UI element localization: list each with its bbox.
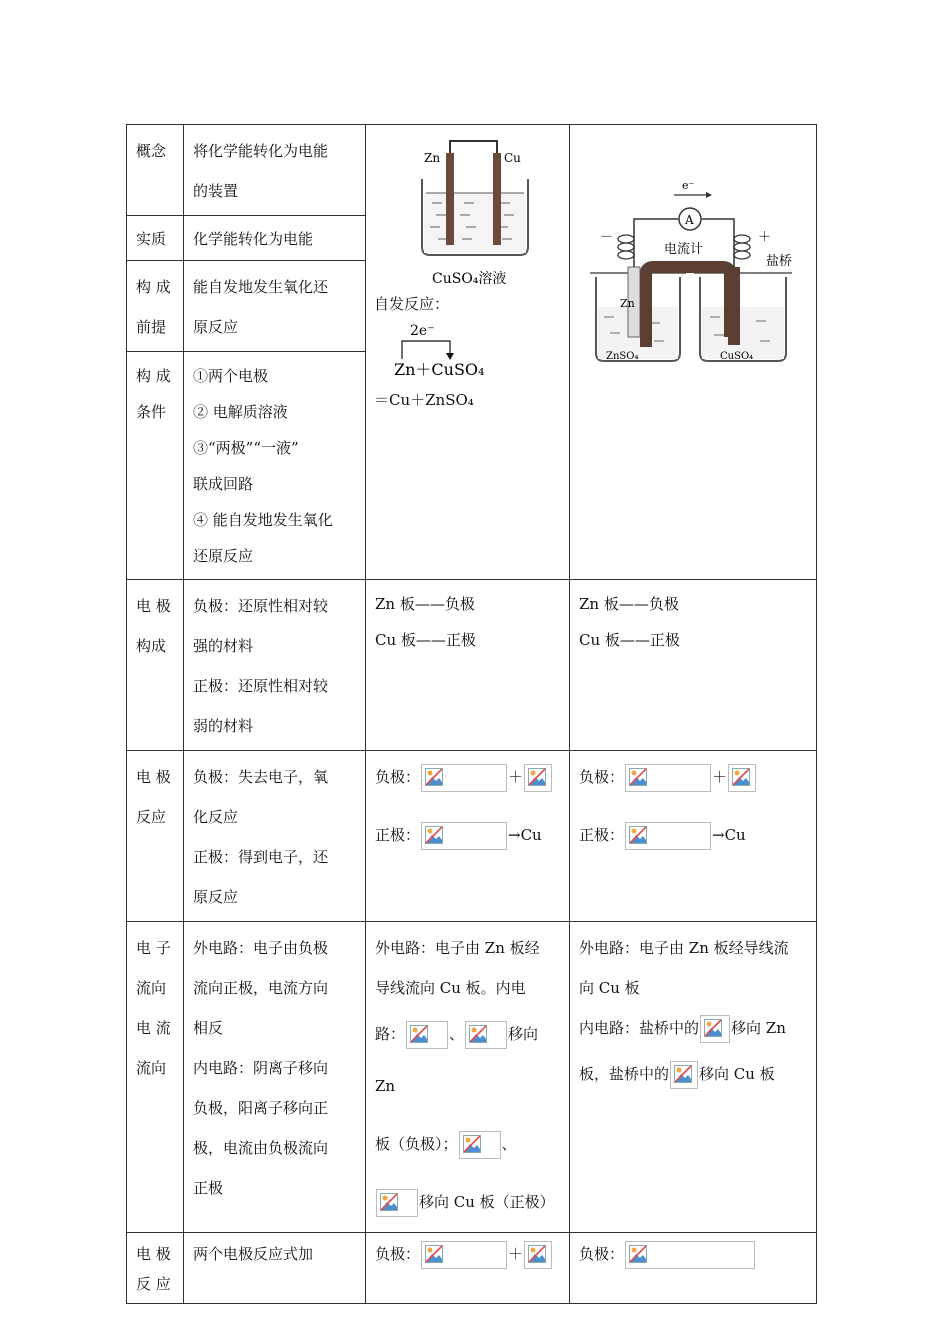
svg-text:Zn: Zn xyxy=(620,297,635,310)
formula-image-placeholder xyxy=(421,1241,507,1269)
broken-image-icon xyxy=(528,1245,546,1263)
broken-image-icon xyxy=(463,1135,481,1153)
formula-image-placeholder xyxy=(728,764,756,792)
ion-image-placeholder xyxy=(670,1061,698,1089)
formula-image-placeholder xyxy=(524,764,552,792)
flow-cell-c3: 外电路：电子由 Zn 板经 导线流向 Cu 板。内电 路： 、 移向 Zn 板（负极）； 、 移向 Cu 板（正极） xyxy=(366,922,570,1233)
row-def-premise: 能自发地发生氧化还 原反应 xyxy=(184,261,366,352)
broken-image-icon xyxy=(410,1025,428,1043)
row-def-conditions: ①两个电极 ② 电解质溶液 ③“两极”“一液” 联成回路 ④ 能自发地发生氧化 还原反应 xyxy=(184,352,366,580)
broken-image-icon xyxy=(425,1245,443,1263)
reactions-cell-c3: 负极： ＋ 正极： →Cu xyxy=(366,751,570,922)
ion-image-placeholder xyxy=(700,1015,730,1043)
broken-image-icon xyxy=(425,768,443,786)
broken-image-icon xyxy=(704,1019,722,1037)
svg-text:＋: ＋ xyxy=(758,230,772,245)
row-label-premise: 构 成 前提 xyxy=(127,261,184,352)
svg-text:Zn＋CuSO₄: Zn＋CuSO₄ xyxy=(394,360,485,379)
row-label-conditions: 构 成 条件 xyxy=(127,352,184,580)
broken-image-icon xyxy=(674,1065,692,1083)
broken-image-icon xyxy=(629,826,647,844)
formula-image-placeholder xyxy=(421,764,507,792)
ion-image-placeholder xyxy=(465,1021,507,1049)
ion-image-placeholder xyxy=(406,1021,448,1049)
row-label-reactions: 电 极 反应 xyxy=(127,751,184,922)
row-label-concept: 概念 xyxy=(127,125,184,216)
total-reaction-c3: 负极： ＋ xyxy=(366,1233,570,1304)
formula-image-placeholder xyxy=(421,822,507,850)
simple-cell-figure xyxy=(374,129,564,289)
broken-image-icon xyxy=(629,768,647,786)
broken-image-icon xyxy=(380,1193,398,1211)
electrodes-cell-c3: Zn 板——负极 Cu 板——正极 xyxy=(366,580,570,751)
flow-cell-c4: 外电路：电子由 Zn 板经导线流 向 Cu 板 内电路：盐桥中的 移向 Zn 板，盐桥中的 移向 Cu 板 xyxy=(570,922,817,1233)
svg-text:2e⁻: 2e⁻ xyxy=(410,323,435,339)
salt-bridge-figure xyxy=(570,157,816,387)
row-def-electrodes: 负极：还原性相对较 强的材料 正极：还原性相对较 弱的材料 xyxy=(184,580,366,751)
svg-text:－: － xyxy=(600,230,614,245)
ion-image-placeholder xyxy=(459,1131,501,1159)
comparison-table xyxy=(126,124,817,1304)
cell-simple-cell xyxy=(366,125,570,580)
row-label-essence: 实质 xyxy=(127,216,184,261)
cu-label: Cu xyxy=(504,151,521,165)
row-def-total-reaction: 两个电极反应式加 xyxy=(184,1233,366,1304)
row-label-electrodes: 电 极 构成 xyxy=(127,580,184,751)
broken-image-icon xyxy=(528,768,546,786)
broken-image-icon xyxy=(629,1245,647,1263)
cuso4-caption: CuSO₄溶液 xyxy=(432,271,507,287)
broken-image-icon xyxy=(732,768,750,786)
svg-text:盐桥: 盐桥 xyxy=(766,254,793,269)
equation-result: ＝Cu＋ZnSO₄ xyxy=(374,391,474,409)
svg-text:CuSO₄: CuSO₄ xyxy=(720,351,754,362)
formula-image-placeholder xyxy=(625,764,711,792)
svg-text:A: A xyxy=(685,213,694,227)
formula-image-placeholder xyxy=(625,1241,755,1269)
electrodes-cell-c4: Zn 板——负极 Cu 板——正极 xyxy=(570,580,817,751)
row-label-flow: 电 子 流向 电 流 流向 xyxy=(127,922,184,1233)
svg-text:e⁻: e⁻ xyxy=(682,179,695,192)
row-label-total-reaction: 电 极 反 应 xyxy=(127,1233,184,1304)
formula-image-placeholder xyxy=(625,822,711,850)
row-def-concept: 将化学能转化为电能 的装置 xyxy=(184,125,366,216)
row-def-reactions: 负极：失去电子，氧 化反应 正极：得到电子，还 原反应 xyxy=(184,751,366,922)
electron-transfer-equation xyxy=(390,319,510,385)
row-def-flow: 外电路：电子由负极 流向正极，电流方向 相反 内电路：阴离子移向 负极，阳离子移向正 极，电流由负极流向 正极 xyxy=(184,922,366,1233)
cell-salt-bridge xyxy=(570,125,817,580)
row-def-essence: 化学能转化为电能 xyxy=(184,216,366,261)
svg-text:ZnSO₄: ZnSO₄ xyxy=(606,351,639,362)
total-reaction-c4: 负极： xyxy=(570,1233,817,1304)
spontaneous-label: 自发反应： xyxy=(374,295,450,313)
reactions-cell-c4: 负极： ＋ 正极： →Cu xyxy=(570,751,817,922)
zn-label: Zn xyxy=(424,151,441,165)
svg-text:电流计: 电流计 xyxy=(664,242,704,257)
broken-image-icon xyxy=(425,826,443,844)
broken-image-icon xyxy=(469,1025,487,1043)
ion-image-placeholder xyxy=(376,1189,418,1217)
formula-image-placeholder xyxy=(524,1241,552,1269)
